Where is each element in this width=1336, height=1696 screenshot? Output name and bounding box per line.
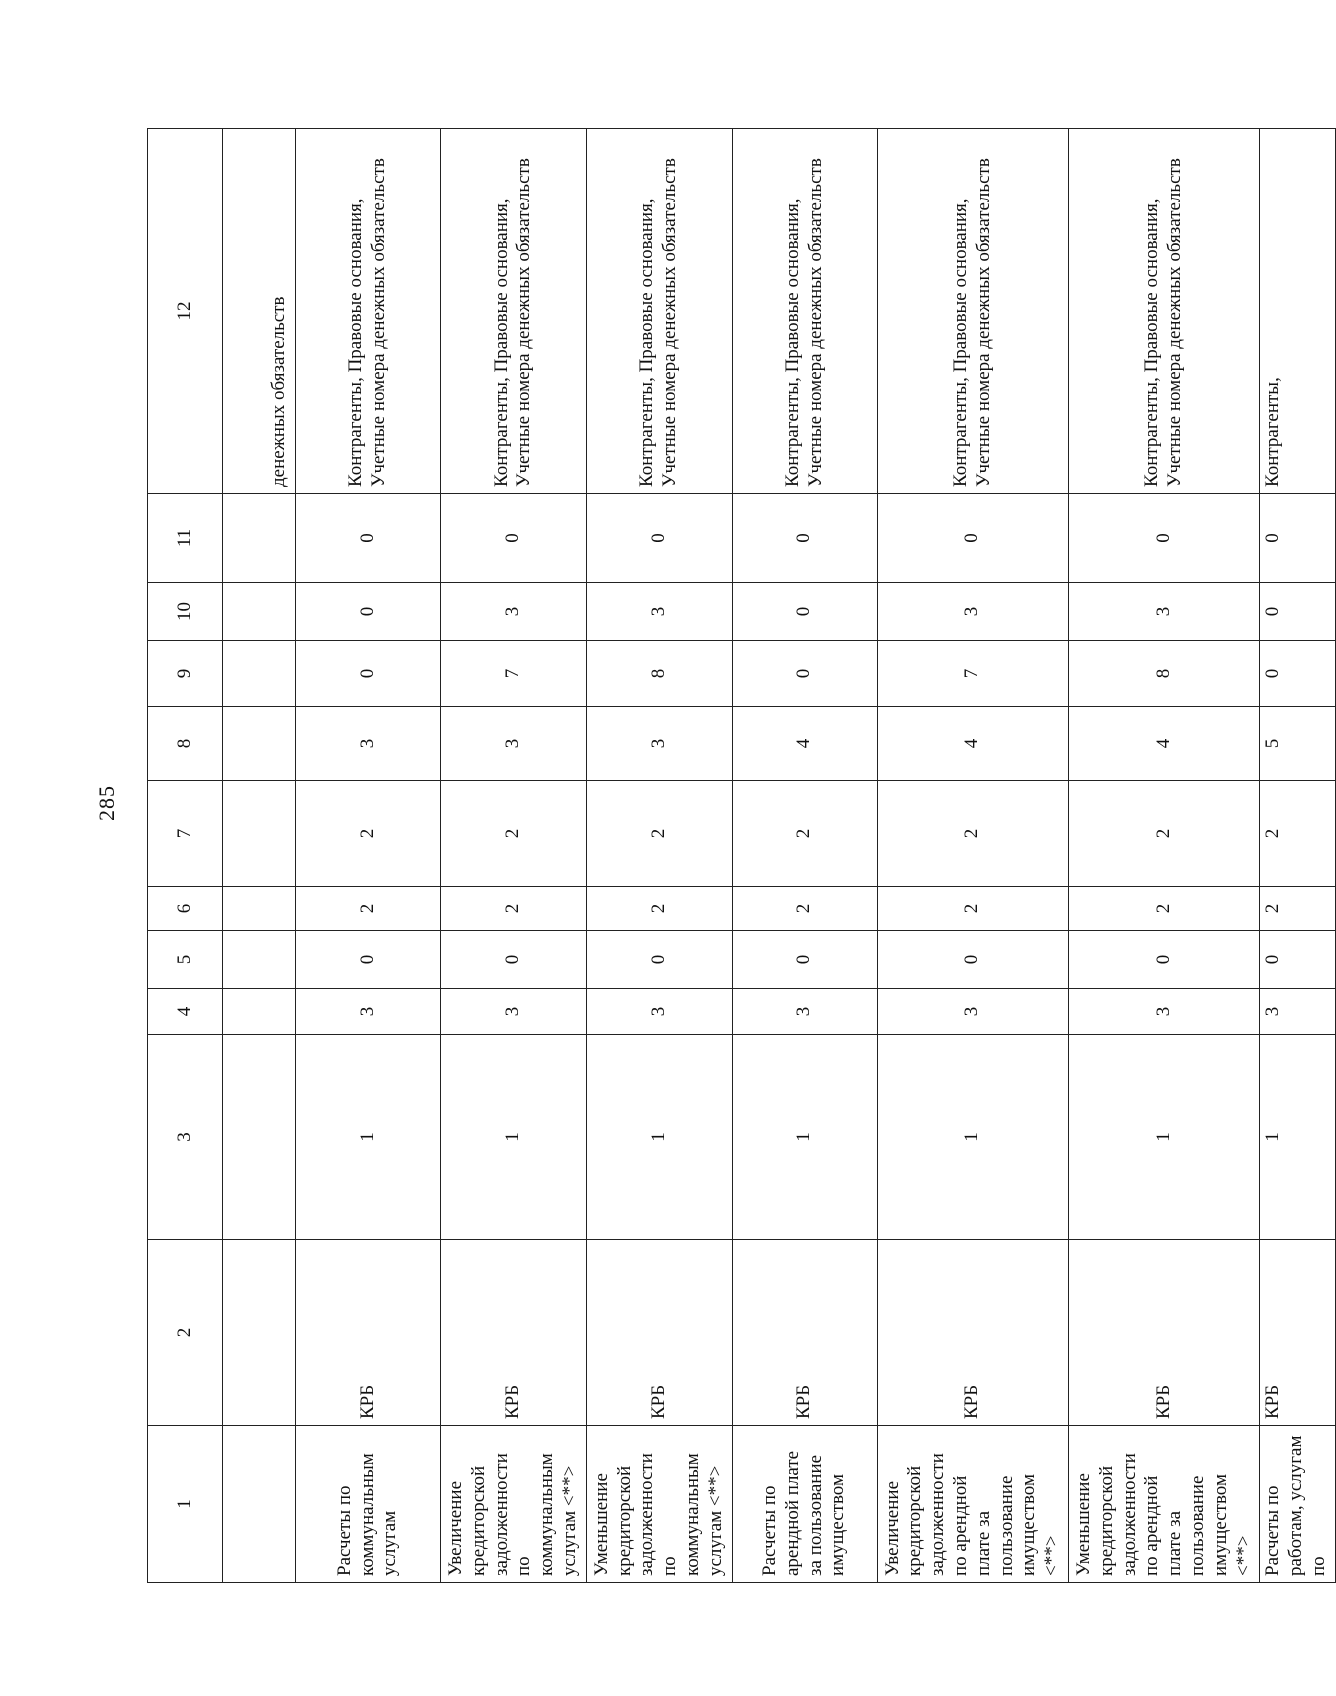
- col-header: 9: [148, 641, 223, 707]
- cell-c11: 0: [732, 494, 877, 583]
- cell-c8: 4: [1068, 707, 1259, 781]
- table-row: [1068, 129, 1259, 1583]
- col-header: 10: [148, 583, 223, 641]
- cell-c3: 1: [877, 1035, 1068, 1240]
- cell-analytics: Контрагенты, Правовые основания, Учетные номера денежных обязательств: [296, 129, 441, 494]
- cell-analytics: Контрагенты, Правовые основания, Учетные номера денежных обязательств: [586, 129, 732, 494]
- col-header: 6: [148, 887, 223, 931]
- cell-c11: 0: [441, 494, 587, 583]
- col-header: 1: [148, 1426, 223, 1583]
- cell-c4: 3: [441, 989, 587, 1035]
- cell-c8: 4: [877, 707, 1068, 781]
- cell-c8: 4: [732, 707, 877, 781]
- accounting-table: [147, 128, 1336, 1583]
- cell-c7: 2: [732, 781, 877, 887]
- cell-c11: 0: [877, 494, 1068, 583]
- row-code: КРБ: [1068, 1240, 1259, 1426]
- cell-c11: 0: [586, 494, 732, 583]
- cell-c3: 1: [296, 1035, 441, 1240]
- cell-c9: 7: [877, 641, 1068, 707]
- cell-c7: 2: [1260, 781, 1335, 887]
- cell-c9: 0: [296, 641, 441, 707]
- cell-c7: 2: [877, 781, 1068, 887]
- cell-c3: 1: [732, 1035, 877, 1240]
- col-header: 5: [148, 931, 223, 989]
- col-header: 3: [148, 1035, 223, 1240]
- cell-c5: 0: [732, 931, 877, 989]
- cell-analytics: Контрагенты,: [1260, 129, 1335, 494]
- cell-c7: 2: [1068, 781, 1259, 887]
- cell-c5: 0: [441, 931, 587, 989]
- cell-c5: 0: [877, 931, 1068, 989]
- row-code: КРБ: [296, 1240, 441, 1426]
- cell-c10: 3: [441, 583, 587, 641]
- row-code: КРБ: [877, 1240, 1068, 1426]
- col-header: 12: [148, 129, 223, 494]
- cell-c9: 7: [441, 641, 587, 707]
- cell-c8: 5: [1260, 707, 1335, 781]
- cell-c6: 2: [877, 887, 1068, 931]
- col-header: 4: [148, 989, 223, 1035]
- cell-c6: 2: [296, 887, 441, 931]
- page-number: 285: [94, 785, 119, 821]
- cell-c7: 2: [296, 781, 441, 887]
- cell-c8: 3: [441, 707, 587, 781]
- cell-c9: 0: [732, 641, 877, 707]
- row-name: Увеличение кредиторской задолженности по арендной плате за пользование имуществом <**>: [877, 1426, 1068, 1583]
- rotated-table-container: [147, 129, 1329, 1583]
- row-code: КРБ: [732, 1240, 877, 1426]
- cell-c6: 2: [732, 887, 877, 931]
- row-name: Расчеты по арендной плате за пользование имуществом: [732, 1426, 877, 1583]
- table-row: [877, 129, 1068, 1583]
- cell-c11: 0: [296, 494, 441, 583]
- col-header: 11: [148, 494, 223, 583]
- table-row: [586, 129, 732, 1583]
- cell-c4: 3: [1260, 989, 1335, 1035]
- col-header: 2: [148, 1240, 223, 1426]
- cell-c10: 0: [296, 583, 441, 641]
- cell-c4: 3: [877, 989, 1068, 1035]
- cell-c11: 0: [1068, 494, 1259, 583]
- cell-c3: 1: [1068, 1035, 1259, 1240]
- cell-c6: 2: [586, 887, 732, 931]
- cell-c5: 0: [1260, 931, 1335, 989]
- cell-c9: 8: [586, 641, 732, 707]
- cell-c3: 1: [441, 1035, 587, 1240]
- col-header: 7: [148, 781, 223, 887]
- cell-c7: 2: [586, 781, 732, 887]
- cell-c11: 0: [1260, 494, 1335, 583]
- cell-analytics: Контрагенты, Правовые основания, Учетные номера денежных обязательств: [732, 129, 877, 494]
- continuation-row: [223, 129, 296, 1583]
- cell-c5: 0: [586, 931, 732, 989]
- cell-analytics: Контрагенты, Правовые основания, Учетные номера денежных обязательств: [1068, 129, 1259, 494]
- row-code: КРБ: [441, 1240, 587, 1426]
- cell-c6: 2: [1260, 887, 1335, 931]
- cell-c3: 1: [586, 1035, 732, 1240]
- cell-c4: 3: [1068, 989, 1259, 1035]
- cell-c3: 1: [1260, 1035, 1335, 1240]
- header-row: [148, 129, 223, 1583]
- cell-c9: 8: [1068, 641, 1259, 707]
- cell-c10: 3: [877, 583, 1068, 641]
- row-name: Уменьшение кредиторской задолженности по арендной плате за пользование имуществом <**>: [1068, 1426, 1259, 1583]
- cell-c8: 3: [586, 707, 732, 781]
- cell-analytics: Контрагенты, Правовые основания, Учетные номера денежных обязательств: [441, 129, 587, 494]
- cell-c4: 3: [296, 989, 441, 1035]
- col-header: 8: [148, 707, 223, 781]
- cell-c5: 0: [296, 931, 441, 989]
- row-name: Расчеты по коммунальным услугам: [296, 1426, 441, 1583]
- cell-c10: 0: [732, 583, 877, 641]
- cell-c10: 3: [1068, 583, 1259, 641]
- cell-c10: 3: [586, 583, 732, 641]
- row-code: КРБ: [1260, 1240, 1335, 1426]
- cell-c10: 0: [1260, 583, 1335, 641]
- row-name: Увеличение кредиторской задолженности по коммунальным услугам <**>: [441, 1426, 587, 1583]
- row-code: КРБ: [586, 1240, 732, 1426]
- row-name: Расчеты по работам, услугам по: [1260, 1426, 1335, 1583]
- cell-c6: 2: [1068, 887, 1259, 931]
- cell-c4: 3: [732, 989, 877, 1035]
- table-row: [1260, 129, 1335, 1583]
- cell-c6: 2: [441, 887, 587, 931]
- cell-c8: 3: [296, 707, 441, 781]
- cell-c7: 2: [441, 781, 587, 887]
- table-row: [296, 129, 441, 1583]
- cell-c9: 0: [1260, 641, 1335, 707]
- continuation-text: денежных обязательств: [223, 129, 296, 494]
- cell-analytics: Контрагенты, Правовые основания, Учетные номера денежных обязательств: [877, 129, 1068, 494]
- table-row: [732, 129, 877, 1583]
- cell-c4: 3: [586, 989, 732, 1035]
- cell-c5: 0: [1068, 931, 1259, 989]
- row-name: Уменьшение кредиторской задолженности по коммунальным услугам <**>: [586, 1426, 732, 1583]
- table-row: [441, 129, 587, 1583]
